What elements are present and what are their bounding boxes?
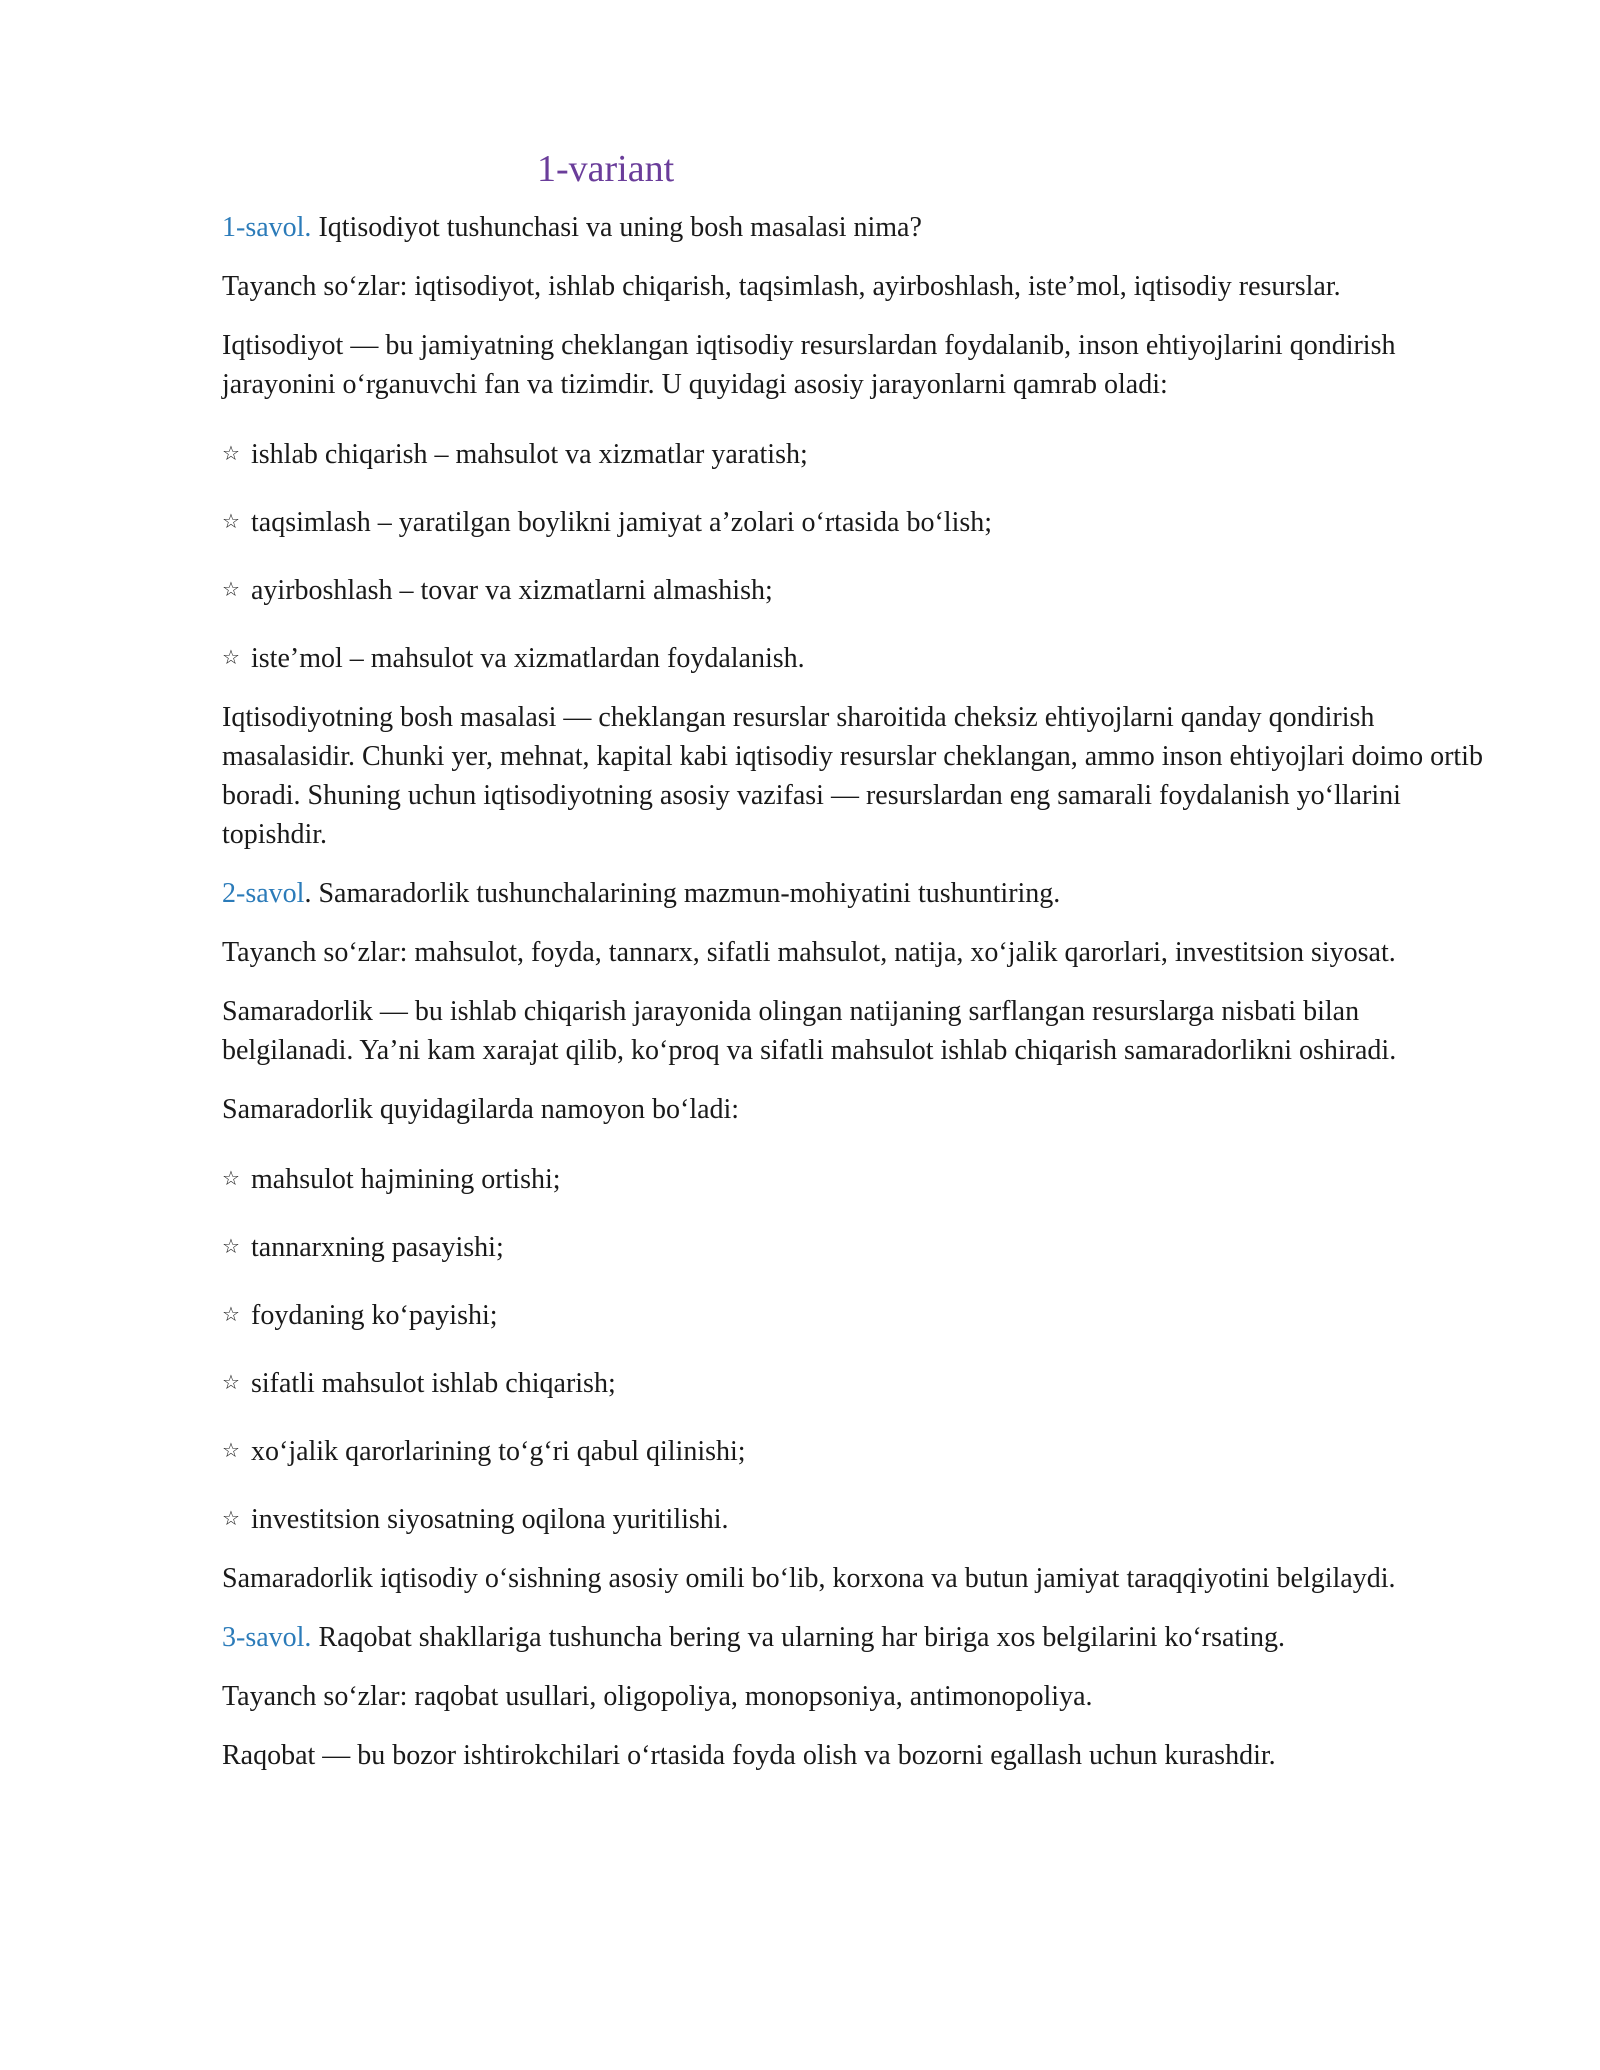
document-page: [222, 146, 1492, 1795]
question-1-keywords: Tayanch so‘zlar: iqtisodiyot, ishlab chiqarish, taqsimlash, ayirboshlash, iste’mol, iqtisodiy resurslar.: [222, 271, 1341, 302]
star-icon: ☆: [222, 1234, 240, 1258]
question-2-label: 2-savol: [222, 878, 305, 909]
list-item: ☆ taqsimlash – yaratilgan boylikni jamiyat a’zolari o‘rtasida bo‘lish;: [222, 502, 1492, 542]
star-icon: ☆: [222, 577, 240, 601]
question-2-definition: Samaradorlik — bu ishlab chiqarish jarayonida olingan natijaning sarflangan resurslarga nisbati bilan belgilanadi. Ya’ni kam xarajat qilib, ko‘proq va sifatli mahsulot ishlab chiqarish samaradorlikni oshiradi.: [222, 996, 1397, 1066]
star-icon: ☆: [222, 509, 240, 533]
question-3-keywords: Tayanch so‘zlar: raqobat usullari, oligopoliya, monopsoniya, antimonopoliya.: [222, 1681, 1093, 1712]
question-1-text: Iqtisodiyot tushunchasi va uning bosh masalasi nima?: [311, 212, 922, 243]
question-2-conclusion: Samaradorlik iqtisodiy o‘sishning asosiy omili bo‘lib, korxona va butun jamiyat taraqqiyotini belgilaydi.: [222, 1563, 1396, 1594]
list-item: ☆ foydaning ko‘payishi;: [222, 1295, 1492, 1335]
list-item: ☆ ayirboshlash – tovar va xizmatlarni almashish;: [222, 570, 1492, 610]
question-1-conclusion: Iqtisodiyotning bosh masalasi — cheklangan resurslar sharoitida cheksiz ehtiyojlarni qanday qondirish masalasidir. Chunki yer, mehnat, kapital kabi iqtisodiy resurslar cheklangan, ammo inson ehtiyojlari doimo ortib boradi. Shuning uchun iqtisodiyotning asosiy vazifasi — resurslardan eng samarali foydalanish yo‘llarini topishdir.: [222, 702, 1483, 850]
star-icon: ☆: [222, 1438, 240, 1462]
star-icon: ☆: [222, 1370, 240, 1394]
star-icon: ☆: [222, 645, 240, 669]
question-3-text: Raqobat shakllariga tushuncha bering va ularning har biriga xos belgilarini ko‘rsating.: [311, 1622, 1285, 1653]
question-2-keywords: Tayanch so‘zlar: mahsulot, foyda, tannarx, sifatli mahsulot, natija, xo‘jalik qarorlari, investitsion siyosat.: [222, 937, 1396, 968]
question-3-definition: Raqobat — bu bozor ishtirokchilari o‘rtasida foyda olish va bozorni egallash uchun kurashdir.: [222, 1740, 1276, 1771]
question-2-text: . Samaradorlik tushunchalarining mazmun-mohiyatini tushuntiring.: [304, 878, 1061, 909]
question-3-label: 3-savol.: [222, 1622, 312, 1653]
list-item: ☆ iste’mol – mahsulot va xizmatlardan foydalanish.: [222, 638, 1492, 678]
list-item: ☆ mahsulot hajmining ortishi;: [222, 1159, 1492, 1199]
star-icon: ☆: [222, 1302, 240, 1326]
list-item: ☆ investitsion siyosatning oqilona yuritilishi.: [222, 1499, 1492, 1539]
question-1-definition: Iqtisodiyot — bu jamiyatning cheklangan iqtisodiy resurslardan foydalanib, inson ehtiyojlarini qondirish jarayonini o‘rganuvchi fan va tizimdir. U quyidagi asosiy jarayonlarni qamrab oladi:: [222, 330, 1396, 400]
document-title: 1-variant: [537, 148, 675, 190]
star-icon: ☆: [222, 1506, 240, 1530]
star-icon: ☆: [222, 441, 240, 465]
list-item: ☆ sifatli mahsulot ishlab chiqarish;: [222, 1363, 1492, 1403]
star-icon: ☆: [222, 1166, 240, 1190]
question-1: [222, 208, 1492, 247]
question-2-intro: Samaradorlik quyidagilarda namoyon bo‘ladi:: [222, 1094, 740, 1125]
list-item: ☆ ishlab chiqarish – mahsulot va xizmatlar yaratish;: [222, 434, 1492, 474]
question-3: [222, 1618, 1492, 1657]
question-1-label: 1-savol.: [222, 212, 312, 243]
question-2: [222, 874, 1492, 913]
list-item: ☆ tannarxning pasayishi;: [222, 1227, 1492, 1267]
list-item: ☆ xo‘jalik qarorlarining to‘g‘ri qabul qilinishi;: [222, 1431, 1492, 1471]
